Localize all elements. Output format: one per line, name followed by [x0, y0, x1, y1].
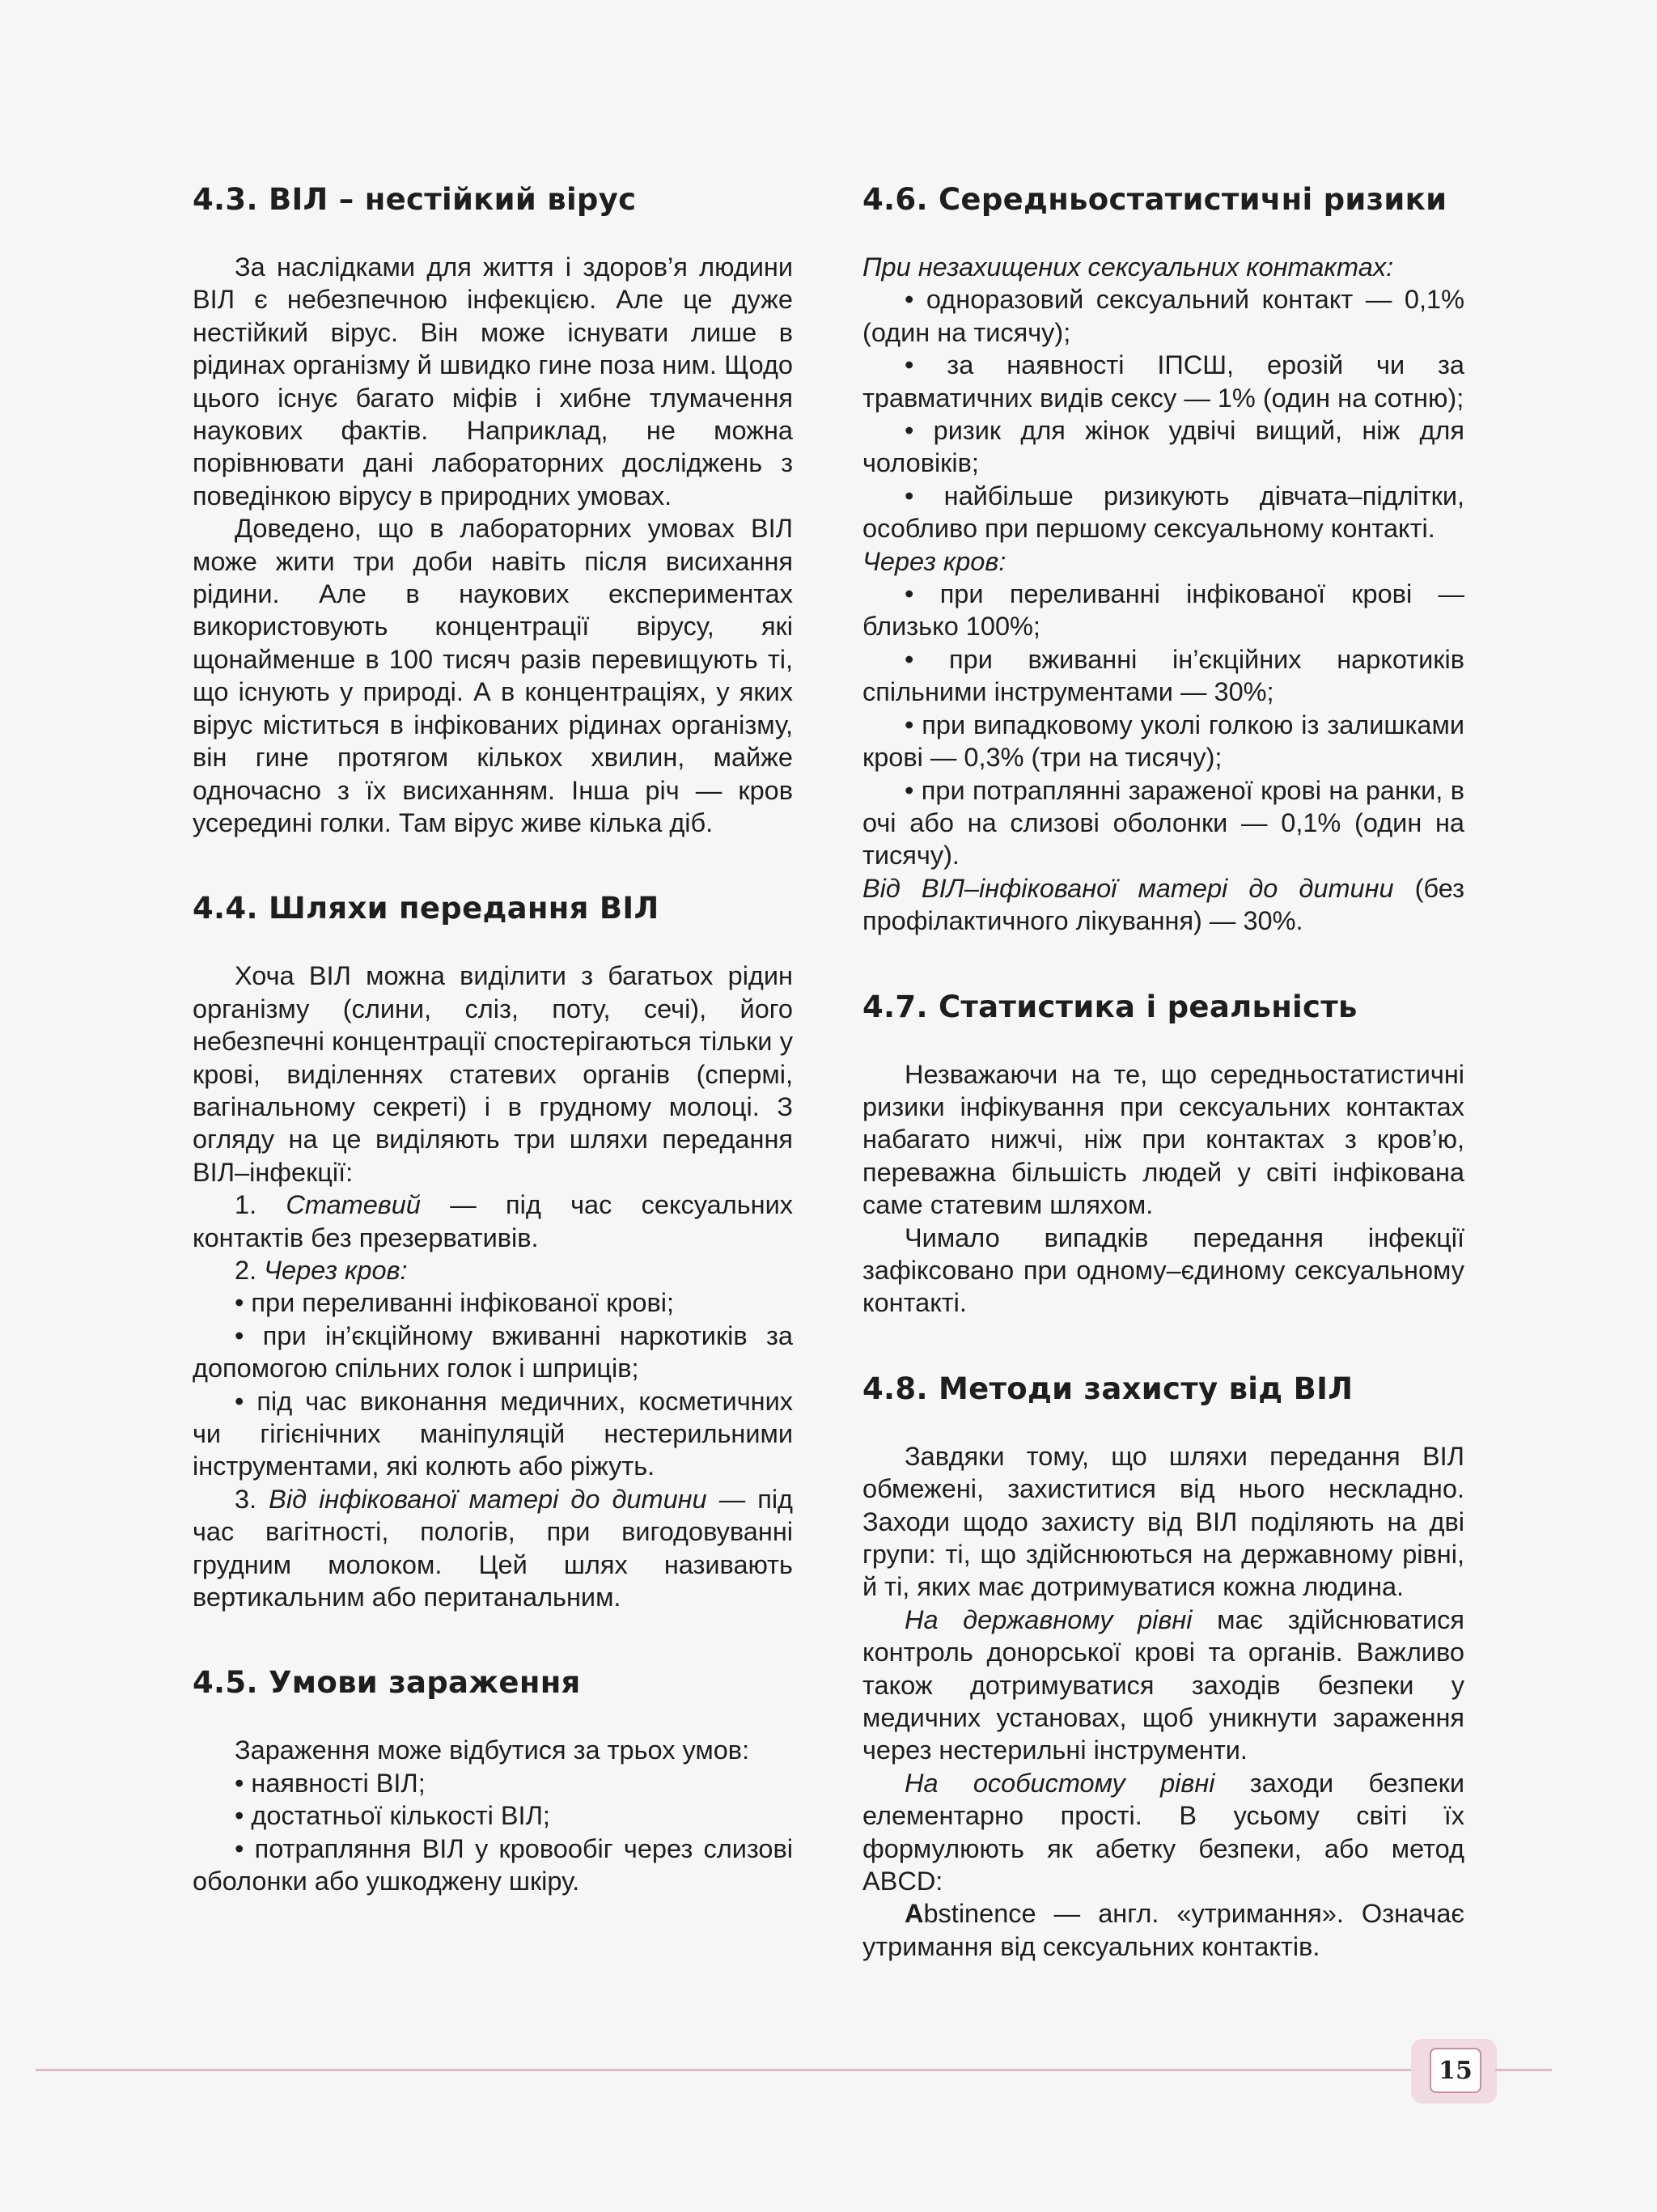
- paragraph-text: bstinence — англ. «утримання». Означає утримання від сексуальних контактів.: [862, 1899, 1464, 1961]
- section-4-3: [193, 182, 793, 839]
- item-term: Через кров:: [264, 1255, 408, 1285]
- left-column: [193, 182, 793, 1949]
- subheading-text: Від ВІЛ–інфікованої матері до дитини: [862, 873, 1394, 903]
- bullet-item: • ризик для жінок удвічі вищий, ніж для чоловіків;: [862, 416, 1464, 478]
- list-item: [193, 1189, 793, 1254]
- item-number: 2.: [235, 1255, 257, 1285]
- section-title: 4.4. Шляхи передання ВІЛ: [193, 891, 659, 926]
- section-title: 4.8. Методи захисту від ВІЛ: [862, 1371, 1354, 1406]
- emphasis: На державному рівні: [905, 1604, 1193, 1634]
- paragraph-text: заходи безпеки елементарно прості. В усьому світі їх формулюють як абетку безпеки, або метод ABCD:: [862, 1768, 1464, 1896]
- subheading-text: При незахищених сексуальних контактах:: [862, 252, 1394, 282]
- paragraph: Чимало випадків передання інфекції зафіксовано при одному–єдиному сексуальному контакті.: [862, 1223, 1464, 1318]
- bullet-item: • найбільше ризикують дівчата–підлітки, особливо при першому сексуальному контакті.: [862, 481, 1464, 544]
- section-4-5: [193, 1665, 793, 1897]
- paragraph: Зараження може відбутися за трьох умов:: [235, 1735, 750, 1765]
- paragraph: Хоча ВІЛ можна виділити з багатьох рідин організму (слини, сліз, поту, сечі), його небезпечні концентрації спостерігаються тільки у крові, виділеннях статевих органів (спермі, вагінальному секреті) і в грудному молоці. З огляду на це виділяють три шляхи передання ВІЛ–інфекції:: [193, 961, 793, 1187]
- bullet-item: • одноразовий сексуальний контакт — 0,1% (один на тисячу);: [862, 285, 1464, 347]
- item-term: Від інфікованої матері до дитини: [269, 1484, 707, 1514]
- paragraph: [862, 872, 1464, 938]
- bullet-item: • при переливанні інфікованої крові — близько 100%;: [862, 579, 1464, 642]
- paragraph: Доведено, що в лабораторних умовах ВІЛ може жити три доби навіть після висихання рідини. Але в наукових експериментах використовують концентрації вірусу, які щонайменше в 100 тисяч разів перевищують ті, що існують у природі. А в концентраціях, у яких вірус міститься в інфікованих рідинах організму, він гине протягом кількох хвилин, майже одночасно з їх висиханням. Інша річ — кров усередині голки. Там вірус живе кілька діб.: [193, 514, 793, 837]
- item-number: 1.: [235, 1190, 257, 1220]
- bullet-item: • наявності ВІЛ;: [235, 1768, 426, 1798]
- paragraph: [862, 1767, 1464, 1898]
- bullet-item: • при переливанні інфікованої крові;: [235, 1288, 674, 1318]
- bullet-item: • достатньої кількості ВІЛ;: [235, 1801, 550, 1831]
- paragraph-text: має здійснюватися контроль донорської крові та органів. Важливо також дотримуватися заходів безпеки у медичних установах, щоб уникнути зараження через нестерильні інструменти.: [862, 1604, 1464, 1765]
- list-item: [193, 1483, 793, 1614]
- footer-divider: [1495, 2069, 1552, 2071]
- bullet-item: • під час виконання медичних, косметичних чи гігієнічних маніпуляцій нестерильними інструментами, які колють або ріжуть.: [193, 1386, 793, 1481]
- item-text: — під час сексуальних контактів без презервативів.: [193, 1190, 794, 1252]
- paragraph: За наслідками для життя і здоров’я людини ВІЛ є небезпечною інфекцією. Але це дуже нестійкий вірус. Він може існувати лише в рідинах організму й швидко гине поза ним. Щодо цього існує багато міфів і хибне тлумачення наукових фактів. Наприклад, не можна порівнювати дані лабораторних досліджень з поведінкою вірусу в природних умовах.: [193, 252, 793, 511]
- section-title: 4.3. ВІЛ – нестійкий вірус: [193, 182, 637, 217]
- item-term: Статевий: [286, 1190, 421, 1220]
- paragraph: Незважаючи на те, що середньостатистичні ризики інфікування при сексуальних контактах набагато нижчі, ніж при контактах з кров’ю, переважна більшість людей у світі інфікована саме статевим шляхом.: [862, 1059, 1464, 1220]
- page-number: 15: [1430, 2048, 1481, 2093]
- bullet-item: • при ін’єкційному вживанні наркотиків за допомогою спільних голок і шприців;: [193, 1320, 793, 1384]
- section-title: 4.7. Статистика і реальність: [862, 989, 1358, 1024]
- list-item: [193, 1254, 793, 1286]
- paragraph: [862, 1604, 1464, 1767]
- section-4-4: [193, 891, 793, 1613]
- section-title: 4.5. Умови зараження: [193, 1665, 581, 1701]
- right-column: [862, 182, 1464, 2015]
- item-text: — під час вагітності, пологів, при вигодовуванні грудним молоком. Цей шлях називають вертикальним або пеританальним.: [193, 1484, 794, 1612]
- section-title: 4.6. Середньостатистичні ризики: [862, 182, 1447, 217]
- footer-divider: [36, 2069, 1411, 2071]
- paragraph: Завдяки тому, що шляхи передання ВІЛ обмежені, захиститися від нього нескладно. Заходи щодо захисту від ВІЛ поділяють на дві групи: ті, що здійснюються на державному рівні, й ті, яких має дотримуватися кожна людина.: [862, 1441, 1464, 1602]
- paragraph: [862, 1897, 1464, 1963]
- subheading: [862, 545, 1464, 578]
- emphasis: На особистому рівні: [905, 1768, 1215, 1798]
- bullet-item: • при потраплянні зараженої крові на ранки, в очі або на слизові оболонки — 0,1% (один на тисячу).: [862, 775, 1464, 871]
- section-4-7: [862, 989, 1464, 1320]
- bullet-item: • потрапляння ВІЛ у кровообіг через слизові оболонки або ушкоджену шкіру.: [193, 1833, 793, 1896]
- bullet-item: • при вживанні ін’єкційних наркотиків спільними інструментами — 30%;: [862, 644, 1464, 707]
- bullet-item: • при випадковому уколі голкою із залишками крові — 0,3% (три на тисячу);: [862, 710, 1464, 773]
- section-4-6: [862, 182, 1464, 938]
- item-number: 3.: [235, 1484, 257, 1514]
- section-4-8: [862, 1371, 1464, 1964]
- paragraph-text: (без профілактичного лікування) — 30%.: [862, 873, 1464, 936]
- bullet-item: • за наявності ІПСШ, ерозій чи за травматичних видів сексу — 1% (один на сотню);: [862, 350, 1464, 413]
- subheading: [862, 251, 1464, 283]
- subheading-text: Через кров:: [862, 546, 1006, 576]
- emphasis-bold: A: [905, 1899, 924, 1929]
